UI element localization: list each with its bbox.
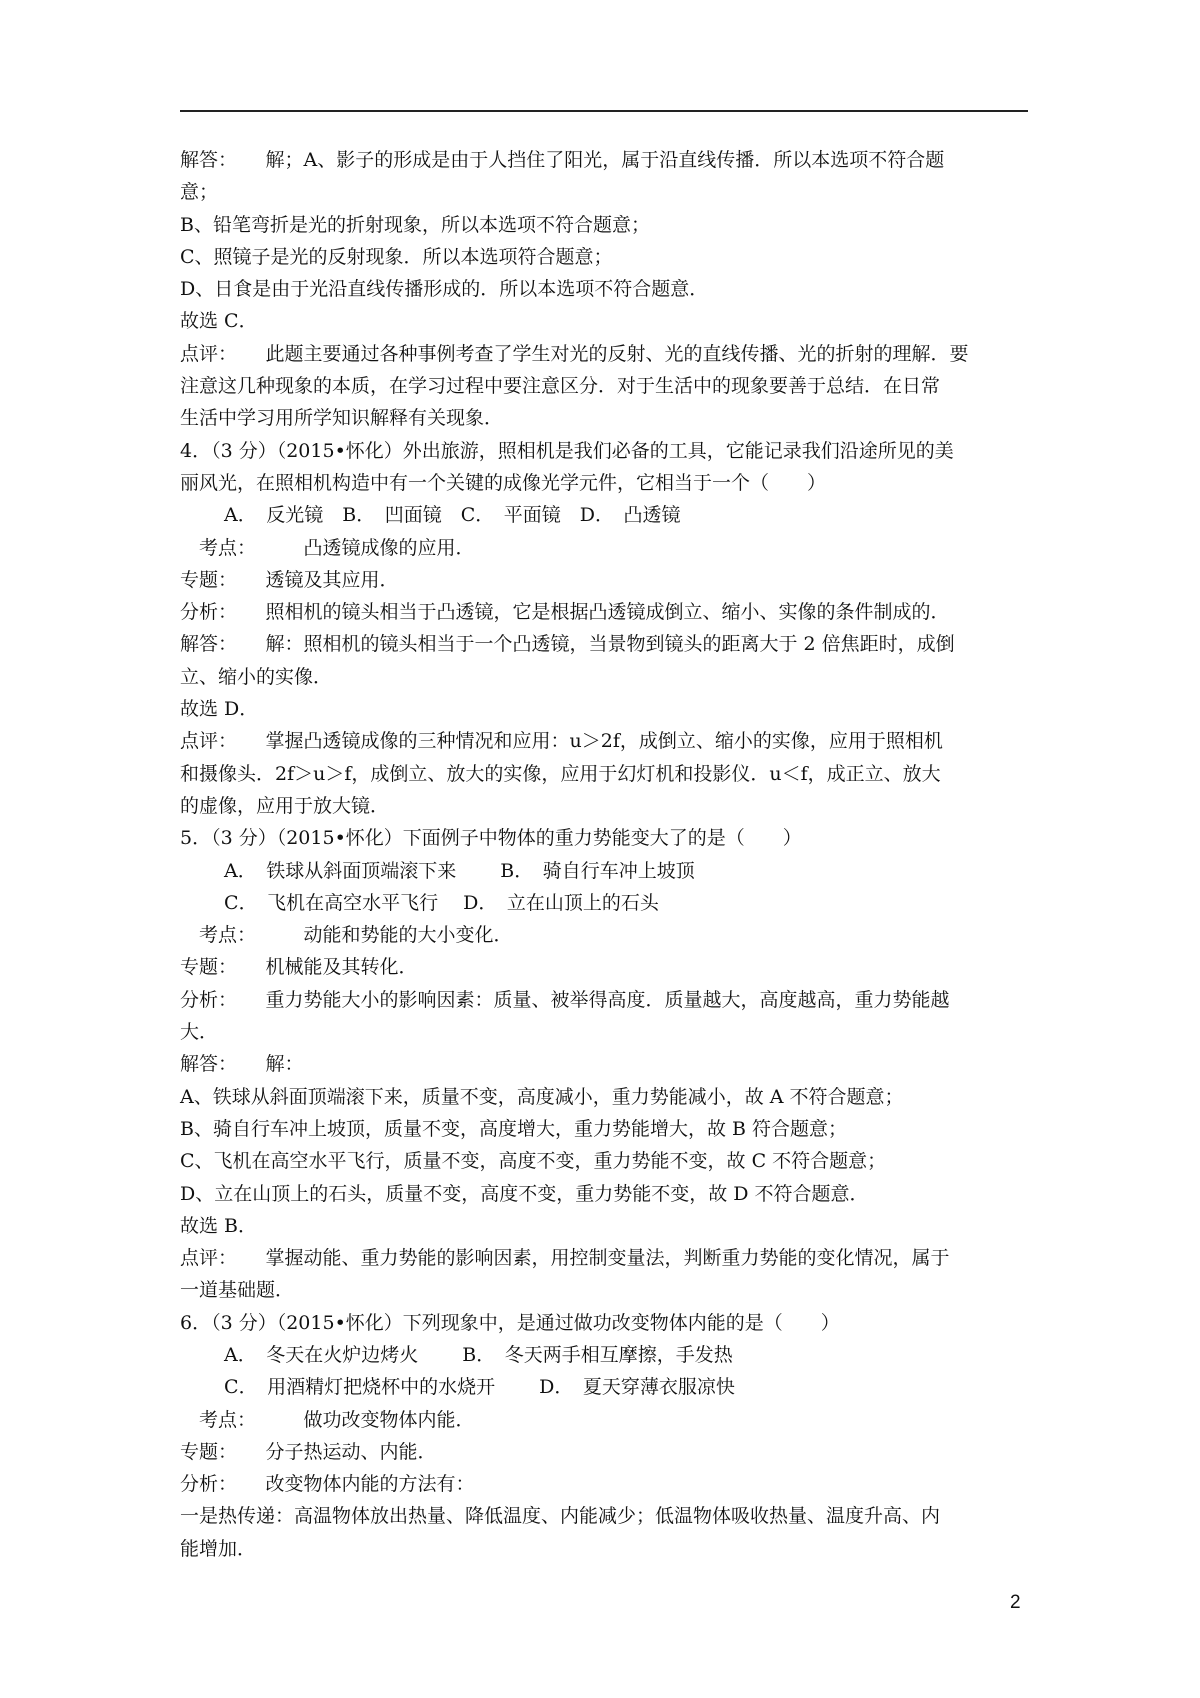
text-line: 故选 B．: [180, 1214, 258, 1237]
text-line: 点评： 掌握动能、重力势能的影响因素，用控制变量法，判断重力势能的变化情况，属于: [180, 1247, 950, 1270]
question-5-options-cd: C． 飞机在高空水平飞行 D． 立在山顶上的石头: [180, 891, 659, 914]
text-line: B、骑自行车冲上坡顶，质量不变，高度增大，重力势能增大，故 B 符合题意；: [180, 1117, 848, 1140]
text-line: 和摄像头．2f＞u＞f，成倒立、放大的实像，应用于幻灯机和投影仪．u＜f，成正立、放大: [180, 762, 941, 785]
text-line: 考点： 动能和势能的大小变化．: [180, 924, 513, 947]
question-4-stem: 4．（3 分）（2015•怀化）外出旅游，照相机是我们必备的工具，它能记录我们沿途所见的美: [180, 439, 954, 462]
text-line: 点评： 此题主要通过各种事例考查了学生对光的反射、光的直线传播、光的折射的理解．要: [180, 342, 969, 365]
text-line: 注意这几种现象的本质，在学习过程中要注意区分．对于生活中的现象要善于总结．在日常: [180, 375, 941, 398]
text-line: 专题： 分子热运动、内能．: [180, 1440, 437, 1463]
question-4-options: A． 反光镜 B． 凹面镜 C． 平面镜 D． 凸透镜: [180, 504, 681, 527]
text-line: B、铅笔弯折是光的折射现象，所以本选项不符合题意；: [180, 213, 650, 236]
question-6-options-cd: C． 用酒精灯把烧杯中的水烧开 D． 夏天穿薄衣服凉快: [180, 1376, 735, 1399]
page-number: 2: [1010, 1592, 1021, 1613]
text-line: 故选 C．: [180, 310, 258, 333]
text-line: 考点： 凸透镜成像的应用．: [180, 536, 475, 559]
text-line: 分析： 改变物体内能的方法有：: [180, 1473, 475, 1496]
question-6-options-ab: A． 冬天在火炉边烤火 B． 冬天两手相互摩擦，手发热: [180, 1343, 733, 1366]
text-line: 丽风光，在照相机构造中有一个关键的成像光学元件，它相当于一个（ ）: [180, 471, 827, 494]
text-line: 能增加．: [180, 1537, 257, 1560]
text-line: 解答： 解：: [180, 1053, 304, 1076]
text-line: 一道基础题．: [180, 1279, 295, 1302]
text-line: 立、缩小的实像．: [180, 665, 333, 688]
header-rule: [180, 110, 1028, 112]
text-line: 解答： 解：照相机的镜头相当于一个凸透镜，当景物到镜头的距离大于 2 倍焦距时，成倒: [180, 633, 955, 656]
text-line: 专题： 透镜及其应用．: [180, 568, 399, 591]
question-6-stem: 6．（3 分）（2015•怀化）下列现象中，是通过做功改变物体内能的是（ ）: [180, 1311, 840, 1334]
text-line: 分析： 重力势能大小的影响因素：质量、被举得高度．质量越大，高度越高，重力势能越: [180, 988, 950, 1011]
text-line: 点评： 掌握凸透镜成像的三种情况和应用：u＞2f，成倒立、缩小的实像，应用于照相机: [180, 730, 943, 753]
text-line: 的虚像，应用于放大镜．: [180, 794, 390, 817]
document-body: [180, 144, 1040, 1565]
text-line: A、铁球从斜面顶端滚下来，质量不变，高度减小，重力势能减小，故 A 不符合题意；: [180, 1085, 904, 1108]
text-line: 意；: [180, 181, 219, 204]
question-5-stem: 5．（3 分）（2015•怀化）下面例子中物体的重力势能变大了的是（ ）: [180, 827, 802, 850]
text-line: 大．: [180, 1021, 219, 1044]
text-line: D、立在山顶上的石头，质量不变，高度不变，重力势能不变，故 D 不符合题意．: [180, 1182, 869, 1205]
text-line: C、照镜子是光的反射现象．所以本选项符合题意；: [180, 245, 613, 268]
text-line: D、日食是由于光沿直线传播形成的．所以本选项不符合题意．: [180, 278, 709, 301]
text-line: 生活中学习用所学知识解释有关现象．: [180, 407, 504, 430]
text-line: C、飞机在高空水平飞行，质量不变，高度不变，重力势能不变，故 C 不符合题意；: [180, 1150, 887, 1173]
text-line: 分析： 照相机的镜头相当于凸透镜，它是根据凸透镜成倒立、缩小、实像的条件制成的．: [180, 601, 950, 624]
text-line: 考点： 做功改变物体内能．: [180, 1408, 475, 1431]
text-line: 一是热传递：高温物体放出热量、降低温度、内能减少；低温物体吸收热量、温度升高、内: [180, 1505, 941, 1528]
text-line: 故选 D．: [180, 698, 259, 721]
text-line: 专题： 机械能及其转化．: [180, 956, 418, 979]
text-line: 解答： 解；A、影子的形成是由于人挡住了阳光，属于沿直线传播．所以本选项不符合题: [180, 149, 945, 171]
question-5-options-ab: A． 铁球从斜面顶端滚下来 B． 骑自行车冲上坡顶: [180, 859, 695, 882]
